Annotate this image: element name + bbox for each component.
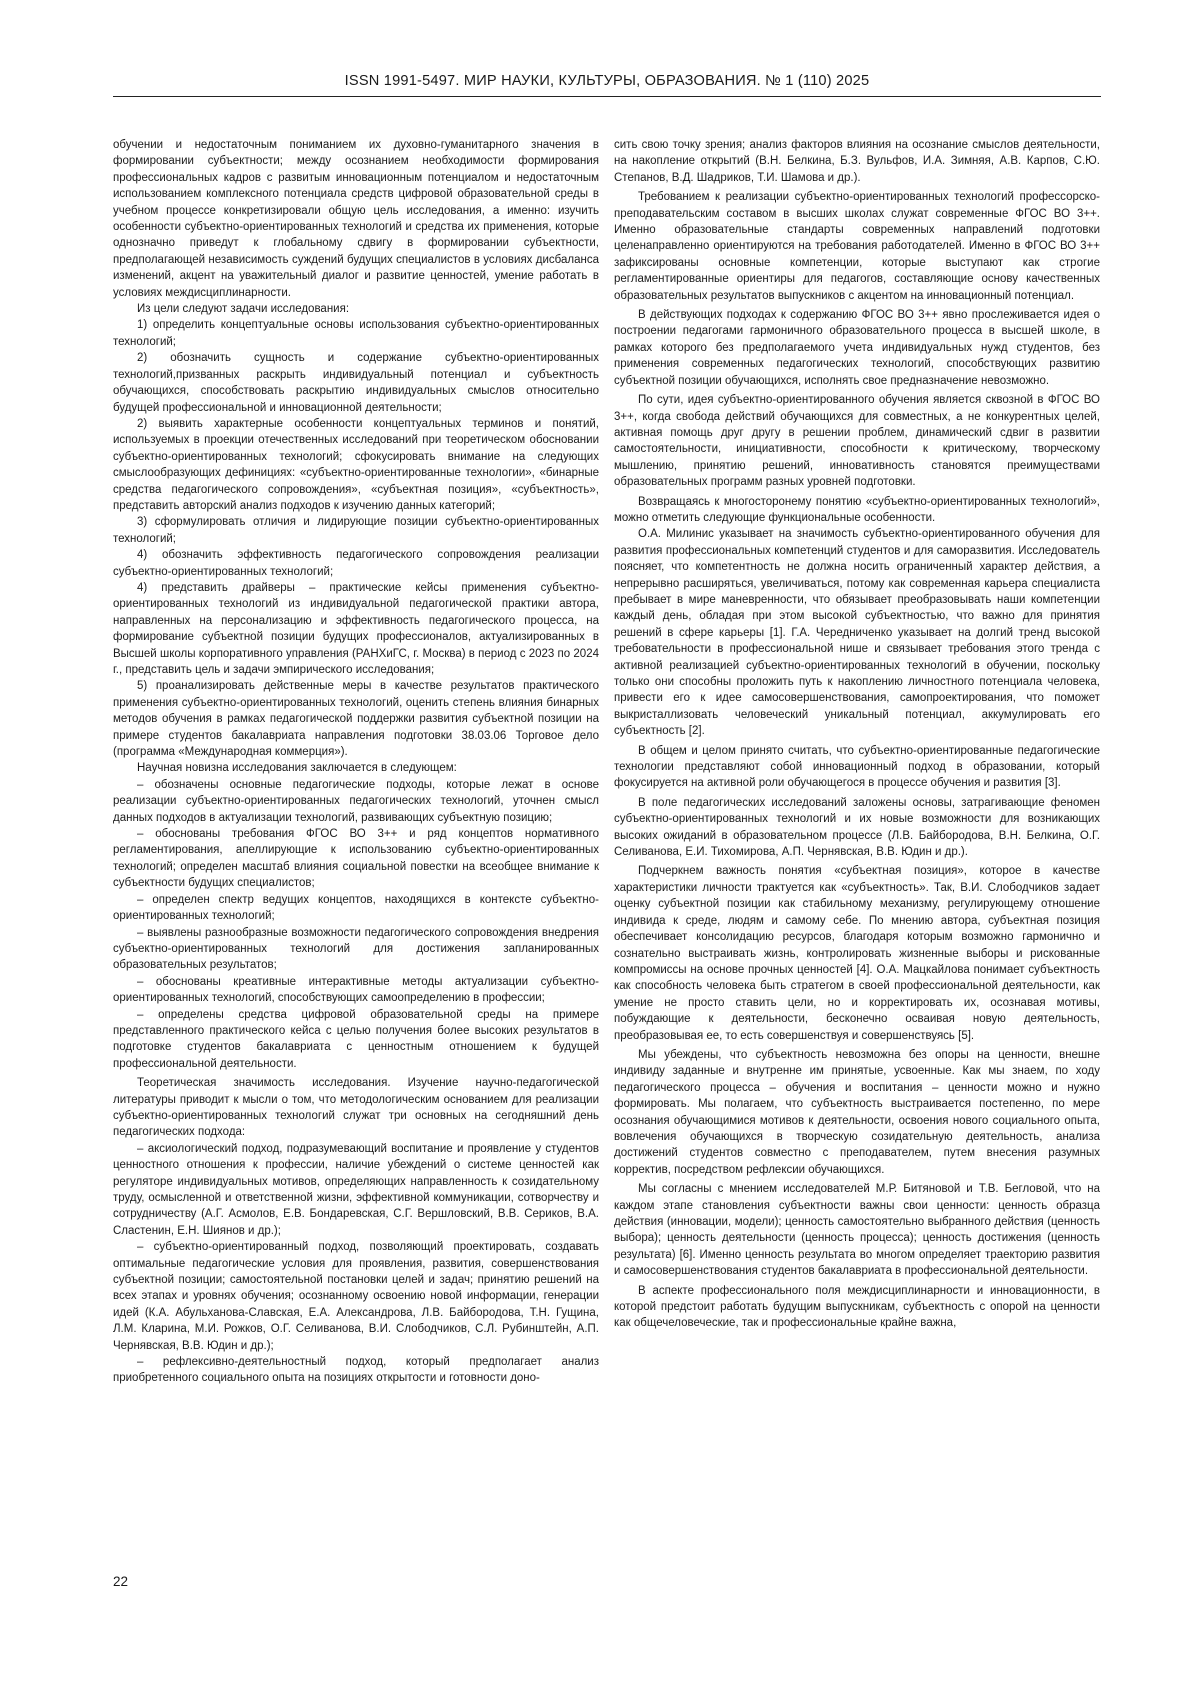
- list-item: – выявлены разнообразные возможности педагогического сопровождения внедрения субъектно-ориентированных технологий для достижения запланированных образовательных результатов;: [113, 926, 599, 972]
- list-item: – обозначены основные педагогические подходы, которые лежат в основе реализации субъектно-ориентированных педагогических технологий, уточнен смысл данных подходов в актуализации технологий, развивающих субъектную позицию;: [113, 778, 599, 824]
- paragraph: Из цели следуют задачи исследования:: [137, 303, 350, 316]
- paragraph: сить свою точку зрения; анализ факторов влияния на осознание смыслов деятельности, на накопление открытий (В.Н. Белкина, Б.З. Вульфов, И.А. Зимняя, А.В. Карпов, С.Ю. Степанов, В.Д. Шадриков, Т.И. Шамова и др.).: [614, 139, 1100, 184]
- list-item: – обоснованы требования ФГОС ВО 3++ и ряд концептов нормативного регламентирования, апеллирующие к использованию субъектно-ориентированных технологий; определен масштаб влияния социальной повестки на всеобщее внимание к субъектности будущих специалистов;: [113, 828, 599, 890]
- paragraph: Подчеркнем важность понятия «субъектная позиция», которое в качестве характеристики личности трактуется как «субъектность». Так, В.И. Слободчиков задает оценку субъектной позиции как стабильному механизму, регулирующему отношение индивида к среде, людям и самому себе. По мнению автора, субъектная позиция обеспечивает консолидацию ресурсов, благодаря которым возможно гармонично и сознательно выстраивать жизнь, контролировать жизненные выборы и рискованные компромиссы на основе прочных ценностей [4]. О.А. Мацкайлова понимает субъектность как способность человека быть стратегом в своей профессиональной деятельности, как умение не просто ставить цели, но и корректировать их, осознавая мотивы, побуждающие к деятельности, бесконечно осваивая новую деятельность, преобразовывая ее, то есть совершенствуя и совершенствуясь [5].: [614, 865, 1100, 1042]
- left-column: [113, 137, 599, 1387]
- paragraph: Научная новизна исследования заключается в следующем:: [137, 762, 457, 775]
- paragraph: О.А. Милинис указывает на значимость субъектно-ориентированного обучения для развития профессиональных компетенций студентов и для саморазвития. Исследователь поясняет, что компетентность не должна носить ограниченный характер действия, а непрерывно расширяться, увеличиваться, потому как современная карьера специалиста пребывает в мире маневренности, что обязывает преобразовывать наши компетенции каждый день, обладая при этом высокой субъектностью, что важно для принятия решений в сфере карьеры [1]. Г.А. Чередниченко указывает на долгий тренд высокой требовательности в профессиональной нише и связывает требования этого тренда с активной реализацией субъектно-ориентированных технологий в обучении, поскольку только они способны проложить путь к накоплению личностного потенциала человека, привести его к идее самосовершенствования, самопроектирования, что поможет выкристаллизовать человеческий уникальный потенциал, аккумулировать его субъектность [2].: [614, 528, 1100, 738]
- list-item: – рефлексивно-деятельностный подход, который предполагает анализ приобретенного социального опыта на позициях открытости и готовности доно-: [113, 1356, 599, 1385]
- running-head: ISSN 1991-5497. МИР НАУКИ, КУЛЬТУРЫ, ОБРАЗОВАНИЯ. № 1 (110) 2025: [344, 73, 870, 89]
- right-column: [614, 137, 1100, 1332]
- list-item: 1) определить концептуальные основы использования субъектно-ориентированных технологий;: [113, 319, 599, 348]
- paragraph: По сути, идея субъектно-ориентированного обучения является сквозной в ФГОС ВО 3++, когда свобода действий обучающихся для совместных, а не конкурентных целей, активная помощь друг другу в решении проблем, динамический сдвиг в развитии самостоятельности, инициативности, способности к критическому, творческому мышлению, принятию решений, инновативность становятся преимуществами образовательных программ разных уровней подготовки.: [614, 394, 1100, 489]
- header-rule: [113, 96, 1101, 97]
- paragraph: Теоретическая значимость исследования. Изучение научно-педагогической литературы приводит к мысли о том, что методологическим основанием для реализации субъектно-ориентированных технологий служат три основных на сегодняшний день педагогических подхода:: [113, 1077, 599, 1139]
- paragraph: Мы убеждены, что субъектность невозможна без опоры на ценности, внешне индивиду заданные и внутренне им принятые, усвоенные. Как мы знаем, по ходу педагогического процесса – обучения и воспитания – ценности можно и нужно формировать. Мы полагаем, что субъектность выстраивается постепенно, по мере осознания обучающимися мотивов к деятельности, освоения нового социального опыта, вовлечения обучающихся в творческую созидательную деятельность, анализа достижений студентов совместно с преподавателем, путем внесения разумных корректив, посредством рефлексии обучающихся.: [614, 1048, 1100, 1176]
- list-item: 3) сформулировать отличия и лидирующие позиции субъектно-ориентированных технологий;: [113, 516, 599, 545]
- list-item: – обоснованы креативные интерактивные методы актуализации субъектно-ориентированных технологий, способствующих самоопределению в профессии;: [113, 975, 599, 1005]
- paragraph: Мы согласны с мнением исследователей М.Р. Битяновой и Т.В. Бегловой, что на каждом этапе становления субъектности важны свои ценности: ценность образца действия (инновации, модели); ценность самостоятельно выбранного действия (ценность выбора); ценность деятельности (ценность процесса); ценность достижения (ценность результата) [6]. Именно ценность результата во многом определяет траекторию развития и самосовершенствования студентов бакалавриата в профессиональной деятельности.: [614, 1183, 1100, 1278]
- list-item: 2) выявить характерные особенности концептуальных терминов и понятий, используемых в проекции отечественных исследований при теоретическом обосновании субъектно-ориентированных технологий; сфокусировать внимание на следующих смыслообразующих дефинициях: «субъектно-ориентированные технологии», «бинарные средства педагогического сопровождения», «субъектная позиция», «субъектность», представить авторский анализ подходов к изучению данных категорий;: [113, 417, 599, 512]
- paragraph: Возвращаясь к многосторонему понятию «субъектно-ориентированных технологий», можно отметить следующие функциональные особенности.: [614, 495, 1100, 524]
- paragraph: В действующих подходах к содержанию ФГОС ВО 3++ явно прослеживается идея о построении педагогами гармоничного образовательного процесса в высшей школе, в рамках которого без предполагаемого учета индивидуальных нужд студентов, без применения современных педагогических технологий, способствующих развитию субъектной позиции обучающихся, исполнять свое предназначение невозможно.: [614, 309, 1100, 387]
- list-item: – аксиологический подход, подразумевающий воспитание и проявление у студентов ценностного отношения к профессии, наличие убеждений о системе ценностей как регуляторе индивидуальных мотивов, определяющих направленность к созидательному труду, осмысленной и ответственной жизни, эффективной коммуникации, сотворчеству и сотрудничеству (А.Г. Асмолов, Е.В. Бондаревская, С.Г. Вершловский, В.В. Сериков, В.А. Сластенин, Е.Н. Шиянов и др.);: [113, 1142, 599, 1237]
- list-item: 4) представить драйверы – практические кейсы применения субъектно-ориентированных технологий из индивидуальной педагогической практики автора, направленных на персонализацию и эффективность педагогического процесса, на формирование субъектной позиции будущих профессионалов, актуализированных в Высшей школы корпоративного управления (РАНХиГС, г. Москва) в период с 2023 по 2024 г., представить цель и задачи эмпирического исследования;: [113, 581, 599, 676]
- paragraph: В поле педагогических исследований заложены основы, затрагивающие феномен субъектно-ориентированных технологий и их новые возможности для возникающих высоких ожиданий в образовательном процессе (Л.В. Байбородова, В.Н. Белкина, О.Г. Селиванова, Е.И. Тихомирова, А.П. Чернявская, В.В. Юдин и др.).: [614, 796, 1100, 859]
- list-item: 4) обозначить эффективность педагогического сопровождения реализации субъектно-ориентированных технологий;: [113, 549, 599, 578]
- page-number: 22: [113, 1574, 129, 1589]
- list-item: – определен спектр ведущих концептов, находящихся в контексте субъектно-ориентированных технологий;: [113, 893, 599, 923]
- list-item: – субъектно-ориентированный подход, позволяющий проектировать, создавать оптимальные педагогические условия для проявления, развития, совершенствования субъектной позиции; самостоятельной постановки целей и задач; принятию решений на всех этапах и уровнях обучения; осознанному освоению новой информации, генерации идей (К.А. Абульханова-Славская, Е.А. Александрова, Л.В. Байбородова, Т.Н. Гущина, Л.М. Кларина, М.И. Рожков, О.Г. Селиванова, В.И. Слободчиков, С.Л. Рубинштейн, А.П. Чернявская, В.В. Юдин и др.);: [113, 1241, 599, 1352]
- paragraph: Требованием к реализации субъектно-ориентированных технологий профессорско-преподавательским составом в высших школах служат современные ФГОС ВО 3++. Именно образовательные стандарты современных направлений подготовки целенаправленно ориентируются на требования работодателей. Именно в ФГОС ВО 3++ зафиксированы основные компетенции, которые выступают как строгие регламентированные ориентиры для педагогов, составляющие основу качественных образовательных результатов выпускников с акцентом на инновационный потенциал.: [614, 191, 1100, 302]
- paragraph: В общем и целом принято считать, что субъектно-ориентированные педагогические технологии представляют собой инновационный подход в образовании, который фокусируется на активной роли обучающегося в процессе обучения и развития [3].: [614, 744, 1100, 790]
- paragraph: обучении и недостаточным пониманием их духовно-гуманитарного значения в формировании субъектности; между осознанием необходимости формирования профессиональных кадров с развитым инновационным потенциалом и недостаточным использованием комплексного потенциала средств цифровой образовательной среды в учебном процессе конкретизировали общую цель исследования, а именно: изучить особенности субъектно-ориентированных технологий и средства их применения, которые однозначно приведут к глобальному сдвигу в формировании субъектности, предполагающей независимость суждений будущих специалистов в условиях дисбаланса изменений, акцент на уважительный диалог и развитие ценностей, умение работать в условиях междисциплинарности.: [113, 139, 599, 299]
- list-item: 5) проанализировать действенные меры в качестве результатов практического применения субъектно-ориентированных технологий, оценить степень влияния бинарных методов обучения в рамках педагогической поддержки развития субъектной позиции на примере студентов бакалавриата направления подготовки 38.03.06 Торговое дело (программа «Международная коммерция»).: [113, 680, 599, 759]
- paragraph: В аспекте профессионального поля междисциплинарности и инновационности, в которой предстоит работать будущим выпускникам, субъектность с опорой на ценности как общечеловеческие, так и профессиональные крайне важна,: [614, 1284, 1100, 1330]
- list-item: 2) обозначить сущность и содержание субъектно-ориентированных технологий,призванных раскрыть индивидуальный потенциал и субъектность обучающихся, способствовать раскрытию индивидуальных смыслов относительно будущей профессиональной и инновационной деятельности;: [113, 352, 599, 414]
- list-item: – определены средства цифровой образовательной среды на примере представленного практического кейса с целью получения более высоких результатов в подготовке студентов бакалавриата с ценностным отношением к будущей профессиональной деятельности.: [113, 1008, 599, 1070]
